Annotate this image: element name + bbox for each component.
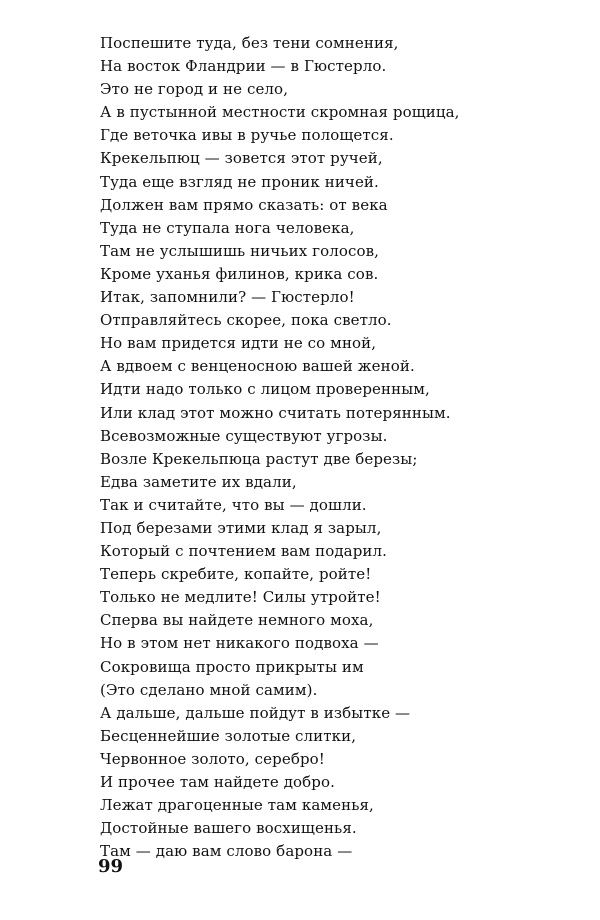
poem-line: Теперь скребите, копайте, ройте! — [100, 565, 372, 584]
poem-text — [100, 32, 540, 863]
poem-line: Возле Крекельпюца растут две березы; — [100, 449, 418, 468]
poem-line: Но в этом нет никакого подвоха — — [100, 634, 379, 653]
poem-line: Туда еще взгляд не проник ничей. — [100, 172, 379, 191]
poem-line: Поспешите туда, без тени сомнения, — [100, 34, 399, 52]
poem-line: Едва заметите их вдали, — [100, 472, 297, 491]
poem-line: Под березами этими клад я зарыл, — [100, 518, 382, 537]
poem-line: Где веточка ивы в ручье полощется. — [100, 126, 394, 145]
poem-line: И прочее там найдете добро. — [100, 773, 335, 791]
poem-line: На восток Фландрии — в Гюстерло. — [100, 57, 387, 76]
poem-line: Сокровища просто прикрыты им — [100, 657, 364, 676]
poem-line: Итак, запомнили? — Гюстерло! — [100, 288, 355, 307]
poem-line: Сперва вы найдете немного моха, — [100, 611, 374, 630]
poem-line: Или клад этот можно считать потерянным. — [100, 403, 451, 422]
poem-line: Только не медлите! Силы утройте! — [100, 588, 381, 607]
page-number: 99 — [98, 856, 124, 877]
poem-line: Достойные вашего восхищенья. — [100, 819, 357, 838]
poem-line: Идти надо только с лицом проверенным, — [100, 380, 430, 399]
poem-line: Который с почтением вам подарил. — [100, 542, 387, 561]
poem-line: А вдвоем с венценосною вашей женой. — [100, 357, 415, 376]
poem-line: Кроме уханья филинов, крика сов. — [100, 264, 379, 283]
poem-line: Там — даю вам слово барона — — [100, 842, 353, 861]
poem-line: Бесценнейшие золотые слитки, — [100, 726, 357, 745]
poem-line: (Это сделано мной самим). — [100, 680, 318, 699]
poem-line: Должен вам прямо сказать: от века — [100, 195, 388, 214]
poem-line: Крекельпюц — зовется этот ручей, — [100, 149, 383, 168]
poem-line: Там не услышишь ничьих голосов, — [100, 241, 380, 260]
poem-line: А в пустынной местности скромная рощица, — [100, 103, 460, 122]
poem-line: Лежат драгоценные там каменья, — [100, 796, 374, 815]
poem-line: Так и считайте, что вы — дошли. — [100, 495, 367, 514]
poem-line: Это не город и не село, — [100, 80, 289, 99]
poem-line: Туда не ступала нога человека, — [100, 218, 355, 237]
poem-line: Всевозможные существуют угрозы. — [100, 426, 388, 445]
poem-line: А дальше, дальше пойдут в избытке — — [100, 703, 411, 722]
poem-line: Червонное золото, серебро! — [100, 749, 325, 768]
poem-line: Отправляйтесь скорее, пока светло. — [100, 311, 392, 330]
poem-line: Но вам придется идти не со мной, — [100, 334, 377, 353]
